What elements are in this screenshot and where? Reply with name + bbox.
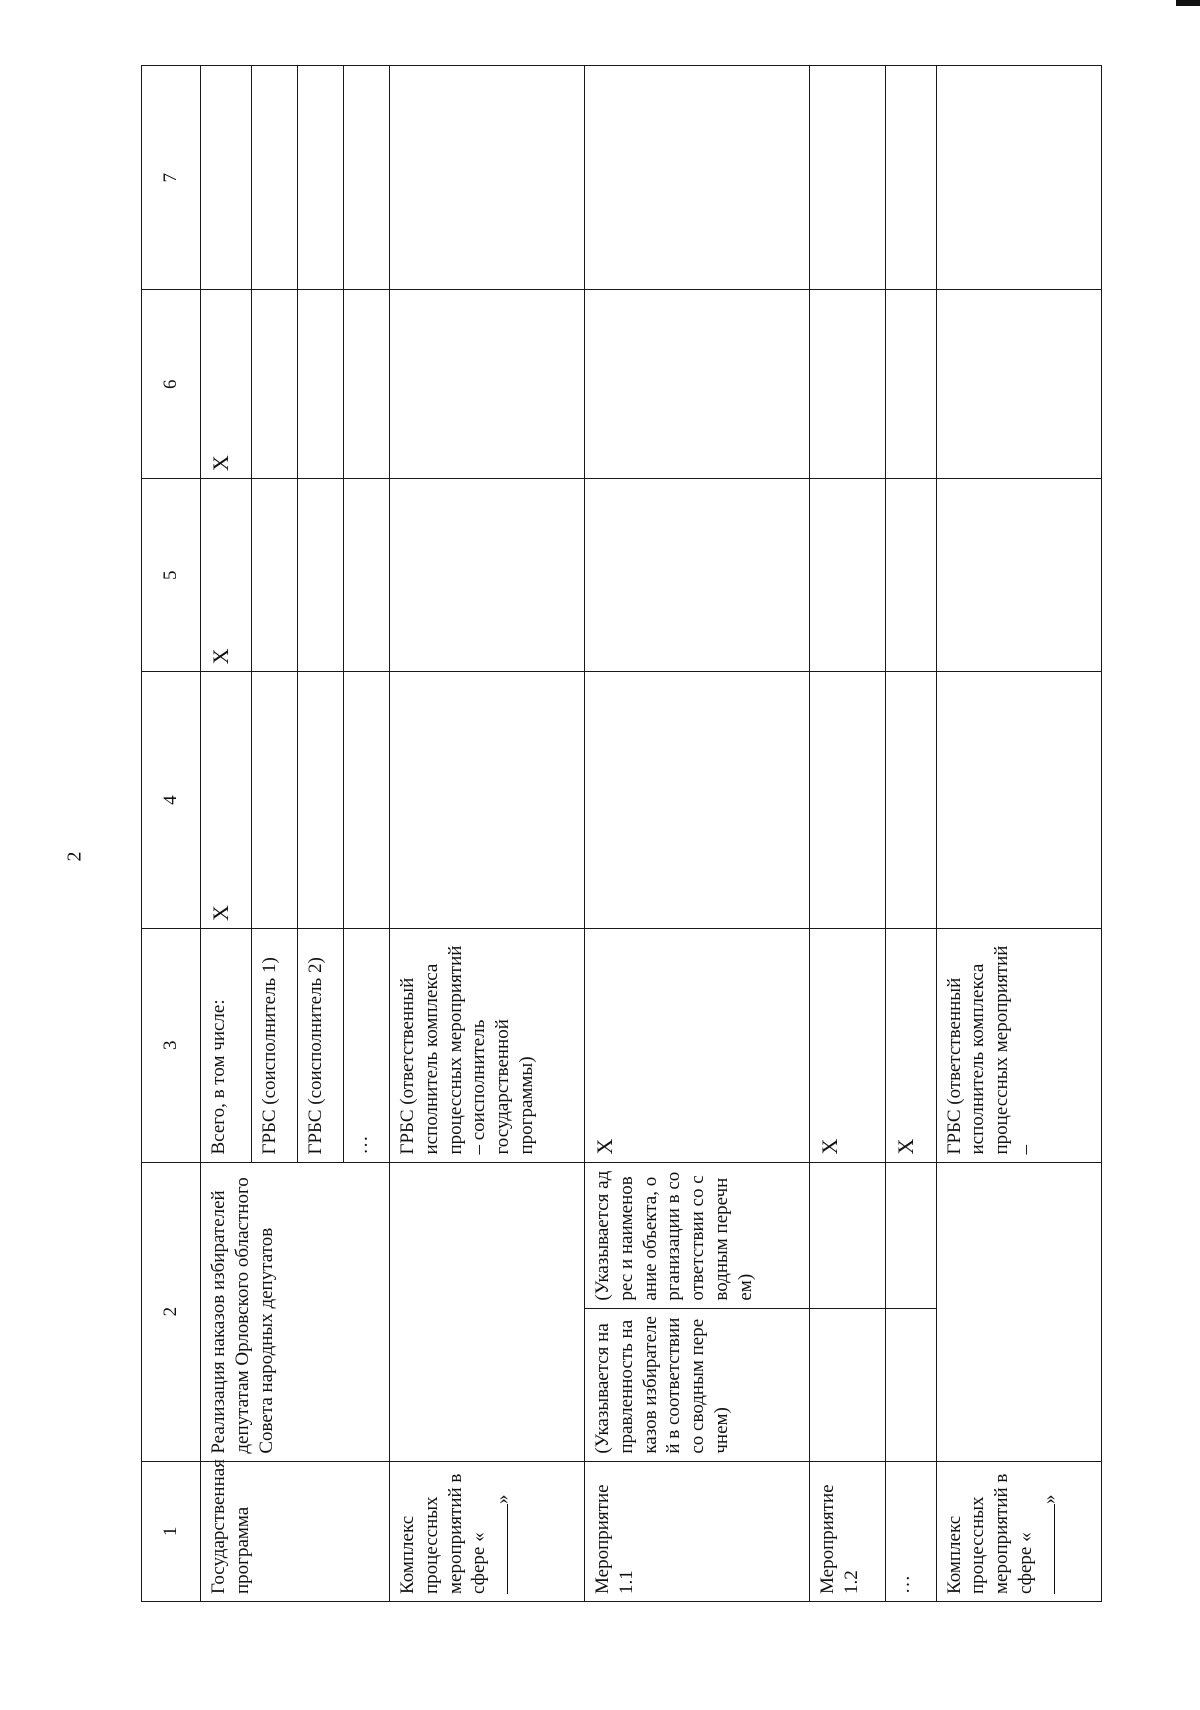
cell-empty — [585, 290, 810, 479]
header-col-3: 3 — [142, 928, 201, 1162]
cell-empty — [390, 672, 585, 929]
header-col-5: 5 — [142, 479, 201, 672]
header-col-6: 6 — [142, 290, 201, 479]
complex-2-label: Комплекс процессных мероприятий в сфере « — [943, 1473, 1036, 1594]
page-number: 2 — [63, 851, 86, 862]
cell-empty — [390, 66, 585, 290]
cell-empty — [809, 66, 885, 290]
cell-empty — [390, 1162, 585, 1461]
cell-address-note: (Указывается адрес и наименование объекта, организации в соответствии со сводным перечнем) — [585, 1162, 810, 1308]
cell-complex-2 — [936, 1461, 1101, 1601]
cell-ellipsis: … — [343, 928, 389, 1162]
cell-empty — [251, 66, 297, 290]
program-table — [141, 65, 1102, 1602]
cell-empty — [297, 290, 343, 479]
table-row — [809, 66, 885, 1602]
cell-empty — [251, 479, 297, 672]
table-row — [585, 66, 810, 1602]
cell-empty — [297, 672, 343, 929]
cell-grbs-1: ГРБС (соисполнитель 1) — [251, 928, 297, 1162]
cell-grbs-responsible: ГРБС (ответственный исполнитель комплекса процессных мероприятий – соисполнитель государственной программы) — [390, 928, 585, 1162]
cell-empty — [585, 672, 810, 929]
cell-empty — [885, 1162, 936, 1308]
cell-empty — [201, 66, 252, 290]
cell-empty — [936, 66, 1101, 290]
cell-x-col6: X — [201, 290, 252, 479]
cell-x-measure-1-2: X — [809, 928, 885, 1162]
header-row — [142, 66, 201, 1602]
cell-empty — [343, 66, 389, 290]
complex-1-label: Комплекс процессных мероприятий в сфере « — [397, 1473, 490, 1594]
cell-complex-1 — [390, 1461, 585, 1601]
table-row — [390, 66, 585, 1602]
scan-edge-mark — [1176, 0, 1200, 6]
cell-empty — [390, 290, 585, 479]
cell-empty — [809, 290, 885, 479]
cell-empty — [251, 672, 297, 929]
blank-line — [1040, 1504, 1055, 1594]
cell-empty — [885, 66, 936, 290]
cell-empty — [809, 1162, 885, 1308]
cell-total: Всего, в том числе: — [201, 928, 252, 1162]
cell-empty — [297, 66, 343, 290]
table-row — [936, 66, 1101, 1602]
cell-empty — [343, 672, 389, 929]
cell-empty — [936, 290, 1101, 479]
cell-measure-1-1: Мероприятие 1.1 — [585, 1461, 810, 1601]
cell-x-col4: X — [201, 672, 252, 929]
cell-direction-note: (Указывается направленность наказов избирателей в соответствии со сводным перечнем) — [585, 1308, 810, 1461]
table-row — [885, 66, 936, 1602]
cell-empty — [936, 1162, 1101, 1461]
cell-empty — [885, 1308, 936, 1461]
cell-empty — [297, 479, 343, 672]
cell-grbs-responsible-2: ГРБС (ответственный исполнитель комплекса процессных мероприятий – — [936, 928, 1101, 1162]
cell-measure-1-2: Мероприятие 1.2 — [809, 1461, 885, 1601]
blank-line — [493, 1504, 508, 1594]
cell-x-col5: X — [201, 479, 252, 672]
table-wrapper — [141, 65, 1102, 1602]
complex-1-quote: » — [492, 1494, 514, 1504]
cell-empty — [936, 672, 1101, 929]
cell-empty — [809, 672, 885, 929]
cell-empty — [885, 672, 936, 929]
header-col-7: 7 — [142, 66, 201, 290]
cell-empty — [251, 290, 297, 479]
cell-empty — [585, 66, 810, 290]
cell-empty — [809, 479, 885, 672]
cell-program-name: Реализация наказов избирателей депутатам Орловского областного Совета народных депутатов — [201, 1162, 390, 1461]
table-row — [201, 66, 252, 1602]
cell-empty — [885, 290, 936, 479]
cell-empty — [343, 479, 389, 672]
cell-state-program: Государственная программа — [201, 1461, 390, 1601]
cell-x-measure-1-1: X — [585, 928, 810, 1162]
cell-ellipsis-row: … — [885, 1461, 936, 1601]
header-col-2: 2 — [142, 1162, 201, 1461]
rotated-table-container — [141, 65, 1102, 1602]
header-col-1: 1 — [142, 1461, 201, 1601]
cell-grbs-2: ГРБС (соисполнитель 2) — [297, 928, 343, 1162]
complex-2-quote: » — [1038, 1494, 1060, 1504]
cell-empty — [343, 290, 389, 479]
cell-empty — [936, 479, 1101, 672]
cell-empty — [585, 479, 810, 672]
cell-empty — [390, 479, 585, 672]
header-col-4: 4 — [142, 672, 201, 929]
cell-empty — [809, 1308, 885, 1461]
cell-empty — [885, 479, 936, 672]
cell-x-ellipsis-row: X — [885, 928, 936, 1162]
